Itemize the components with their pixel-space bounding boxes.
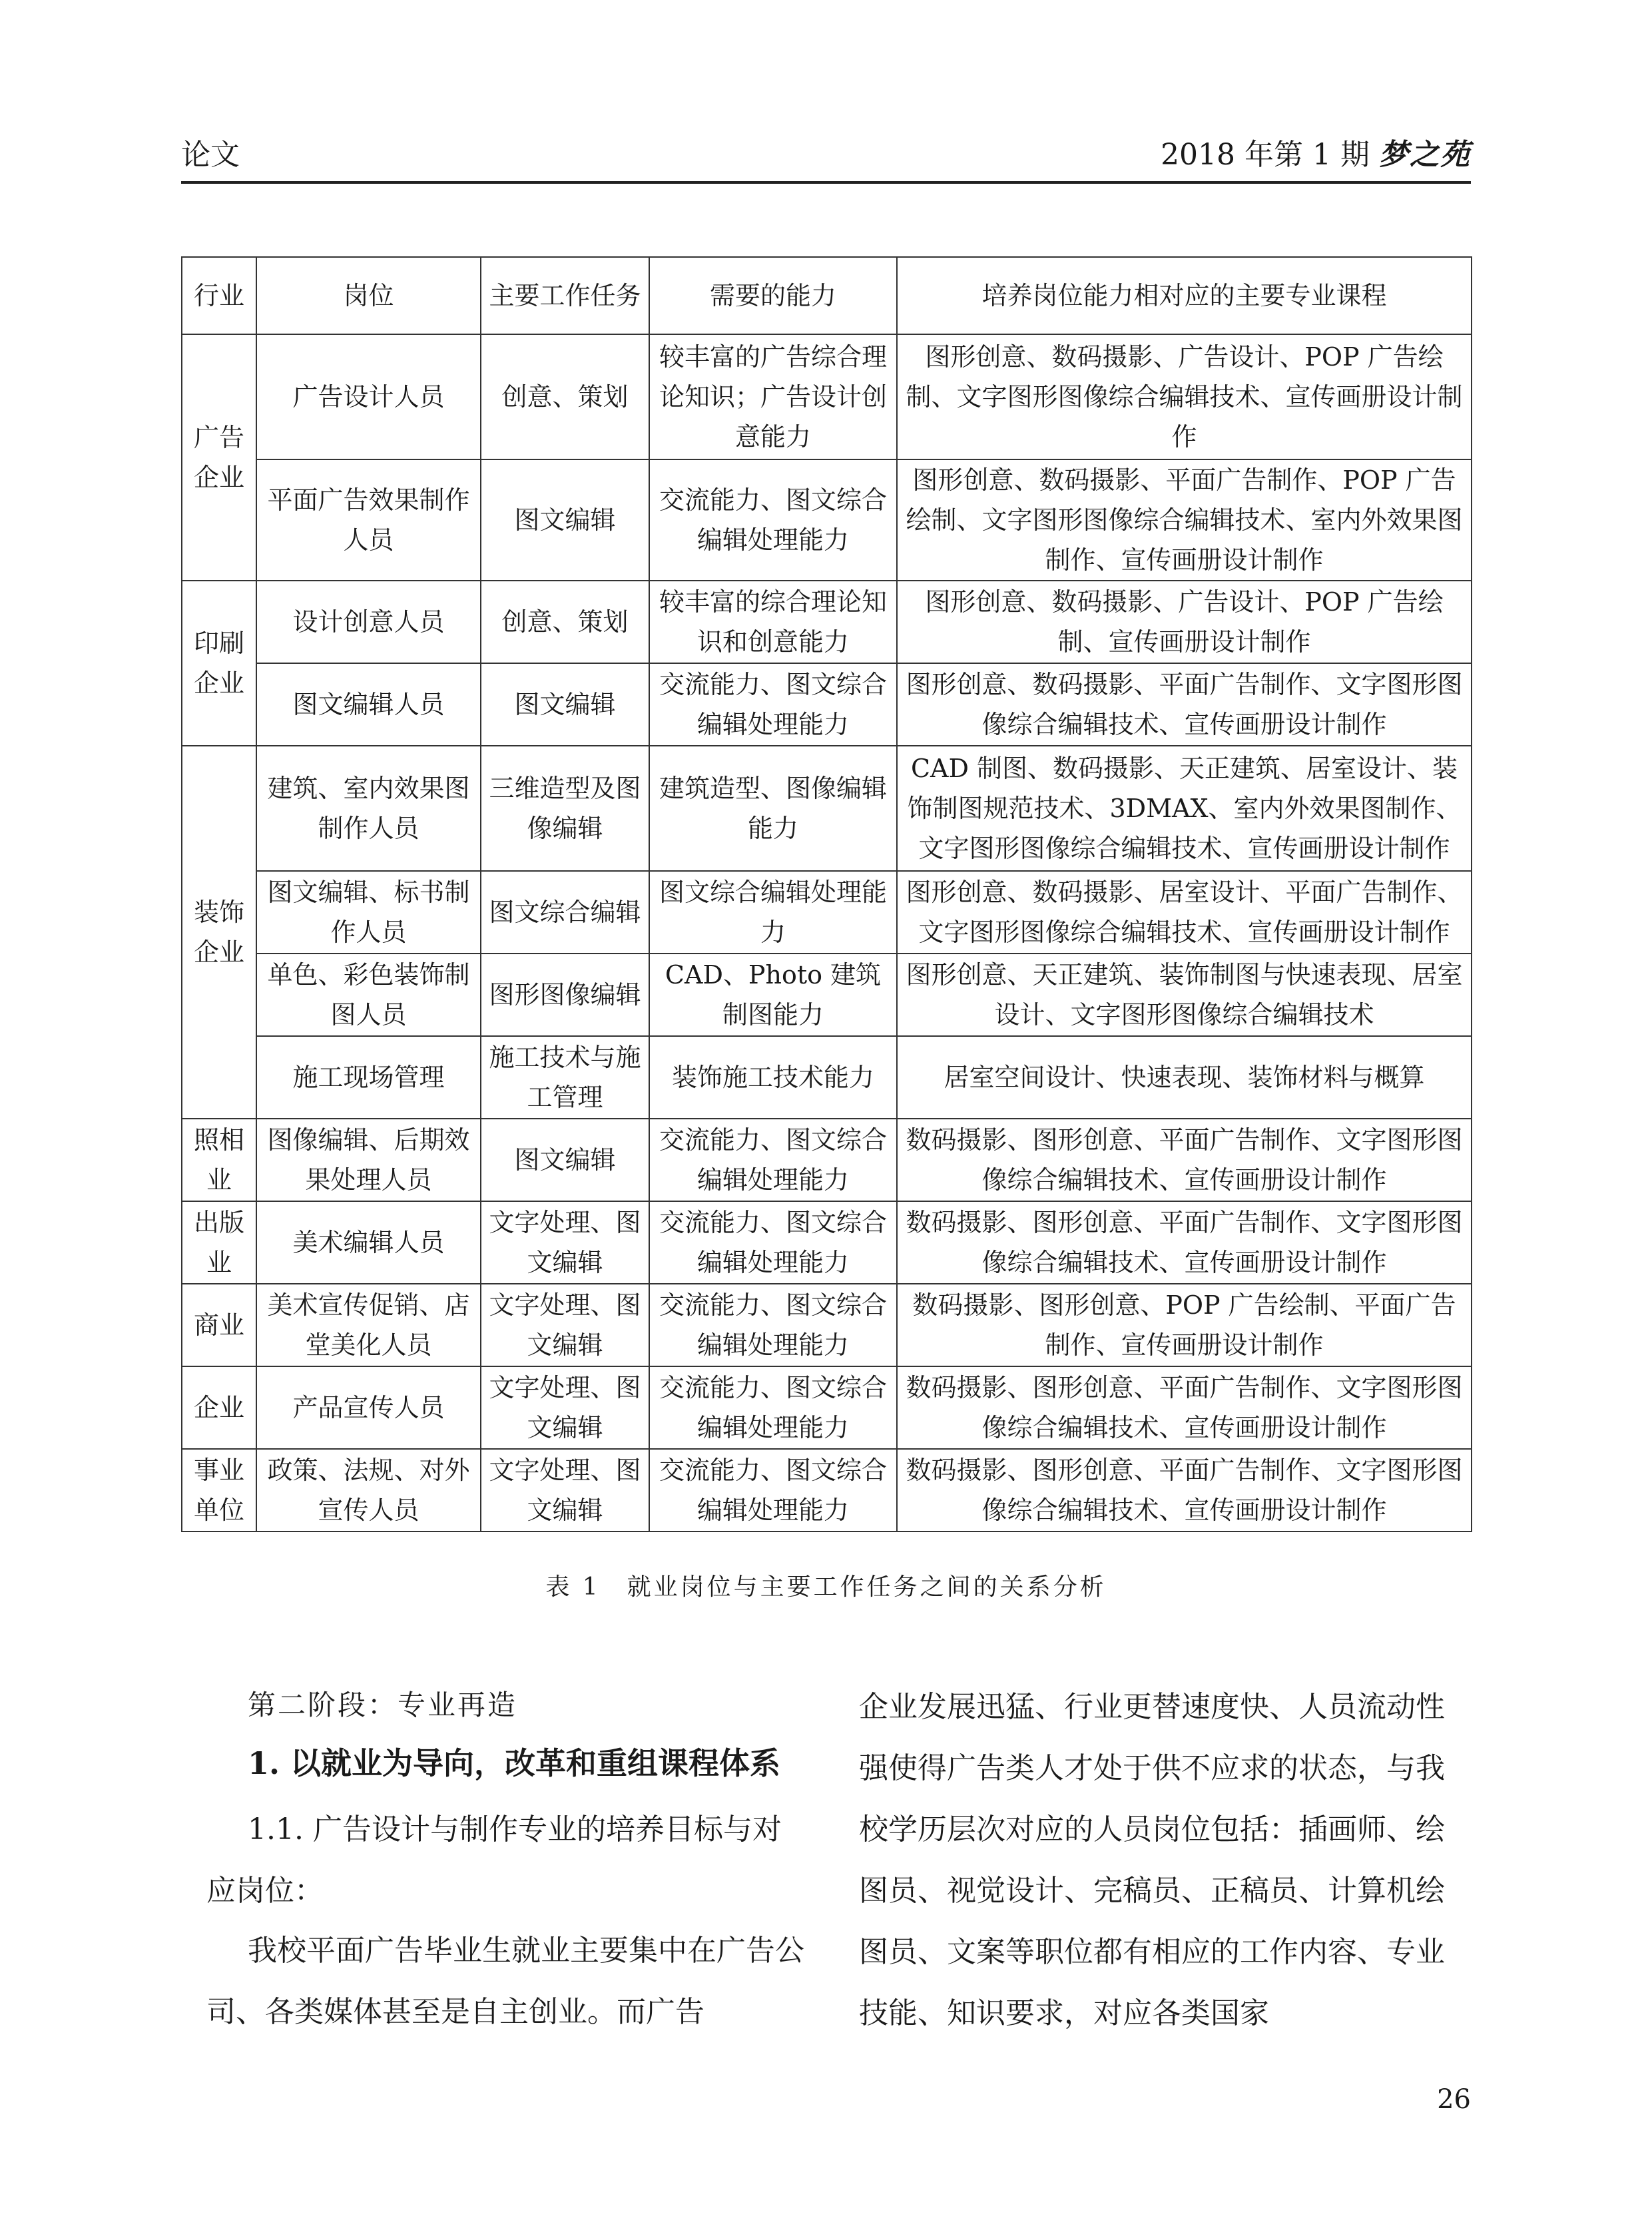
post-cell: 广告设计人员 [256,334,481,459]
post-cell: 单色、彩色装饰制图人员 [256,954,481,1036]
table-header-row [182,257,1472,334]
ability-cell: CAD、Photo 建筑制图能力 [649,954,897,1036]
header-ability: 需要的能力 [649,257,897,334]
post-cell: 图文编辑人员 [256,663,481,746]
ability-cell: 装饰施工技术能力 [649,1036,897,1119]
table-row [182,459,1472,581]
header-section-label: 论文 [181,138,240,172]
stage-title: 第二阶段：专业再造 [248,1689,518,1721]
industry-cell: 照相业 [182,1119,256,1201]
table-caption: 表 1 就业岗位与主要工作任务之间的关系分析 [545,1573,1107,1601]
header-post: 岗位 [256,257,481,334]
industry-cell: 印刷企业 [182,581,256,746]
table-row [182,954,1472,1036]
post-cell: 美术编辑人员 [256,1201,481,1284]
header-courses: 培养岗位能力相对应的主要专业课程 [897,257,1472,334]
post-cell: 建筑、室内效果图制作人员 [256,746,481,871]
header-issue-text: 2018 年第 1 期 [1161,138,1370,172]
ability-cell: 交流能力、图文综合编辑处理能力 [649,459,897,581]
post-cell: 设计创意人员 [256,581,481,663]
journal-logo: 梦之苑 [1379,138,1471,172]
post-cell: 产品宣传人员 [256,1366,481,1449]
table-row [182,871,1472,954]
table-row [182,1201,1472,1284]
paragraph-employment: 我校平面广告毕业生就业主要集中在广告公司、各类媒体甚至是自主创业。而广告 [206,1934,804,2029]
header-task: 主要工作任务 [481,257,649,334]
ability-cell: 交流能力、图文综合编辑处理能力 [649,1449,897,1531]
task-cell: 图文编辑 [481,459,649,581]
courses-cell: 图形创意、数码摄影、平面广告制作、文字图形图像综合编辑技术、宣传画册设计制作 [897,663,1472,746]
task-cell: 文字处理、图文编辑 [481,1366,649,1449]
courses-cell: 图形创意、数码摄影、居室设计、平面广告制作、文字图形图像综合编辑技术、宣传画册设计制作 [897,871,1472,954]
industry-cell: 商业 [182,1284,256,1366]
task-cell: 图形图像编辑 [481,954,649,1036]
industry-cell: 企业 [182,1366,256,1449]
table-row [182,1119,1472,1201]
courses-cell: 图形创意、数码摄影、平面广告制作、POP 广告绘制、文字图形图像综合编辑技术、室内外效果图制作、宣传画册设计制作 [897,459,1472,581]
task-cell: 三维造型及图像编辑 [481,746,649,871]
industry-cell: 出版业 [182,1201,256,1284]
task-cell: 文字处理、图文编辑 [481,1284,649,1366]
post-cell: 政策、法规、对外宣传人员 [256,1449,481,1531]
task-cell: 施工技术与施工管理 [481,1036,649,1119]
task-cell: 文字处理、图文编辑 [481,1449,649,1531]
task-cell: 文字处理、图文编辑 [481,1201,649,1284]
courses-cell: CAD 制图、数码摄影、天正建筑、居室设计、装饰制图规范技术、3DMAX、室内外效果图制作、文字图形图像综合编辑技术、宣传画册设计制作 [897,746,1472,871]
courses-cell: 居室空间设计、快速表现、装饰材料与概算 [897,1036,1472,1119]
table-row [182,581,1472,663]
industry-cell: 事业单位 [182,1449,256,1531]
courses-cell: 数码摄影、图形创意、POP 广告绘制、平面广告制作、宣传画册设计制作 [897,1284,1472,1366]
courses-cell: 数码摄影、图形创意、平面广告制作、文字图形图像综合编辑技术、宣传画册设计制作 [897,1119,1472,1201]
job-analysis-table [181,256,1472,1532]
courses-cell: 数码摄影、图形创意、平面广告制作、文字图形图像综合编辑技术、宣传画册设计制作 [897,1201,1472,1284]
section-title: 1. 以就业为导向，改革和重组课程体系 [248,1745,781,1781]
industry-cell: 广告企业 [182,334,256,581]
courses-cell: 图形创意、数码摄影、广告设计、POP 广告绘制、宣传画册设计制作 [897,581,1472,663]
task-cell: 创意、策划 [481,334,649,459]
page-number: 26 [1437,2084,1471,2115]
ability-cell: 交流能力、图文综合编辑处理能力 [649,1284,897,1366]
ability-cell: 交流能力、图文综合编辑处理能力 [649,1366,897,1449]
table-row [182,1284,1472,1366]
header-issue [1161,131,1471,173]
task-cell: 图文综合编辑 [481,871,649,954]
industry-cell: 装饰企业 [182,746,256,1119]
courses-cell: 图形创意、天正建筑、装饰制图与快速表现、居室设计、文字图形图像综合编辑技术 [897,954,1472,1036]
post-cell: 平面广告效果制作人员 [256,459,481,581]
courses-cell: 数码摄影、图形创意、平面广告制作、文字图形图像综合编辑技术、宣传画册设计制作 [897,1449,1472,1531]
paragraph-right-column: 企业发展迅猛、行业更替速度快、人员流动性强使得广告类人才处于供不应求的状态，与我校学历层次对应的人员岗位包括：插画师、绘图员、视觉设计、完稿员、正稿员、计算机绘图员、文案等职位都有相应的工作内容、专业技能、知识要求，对应各类国家 [859,1690,1445,2030]
courses-cell: 图形创意、数码摄影、广告设计、POP 广告绘制、文字图形图像综合编辑技术、宣传画册设计制作 [897,334,1472,459]
ability-cell: 交流能力、图文综合编辑处理能力 [649,663,897,746]
table-row [182,1366,1472,1449]
paragraph-1-1: 1.1. 广告设计与制作专业的培养目标与对应岗位： [206,1812,782,1908]
table-row [182,334,1472,459]
ability-cell: 建筑造型、图像编辑能力 [649,746,897,871]
ability-cell: 交流能力、图文综合编辑处理能力 [649,1119,897,1201]
task-cell: 图文编辑 [481,1119,649,1201]
table-row [182,1036,1472,1119]
ability-cell: 图文综合编辑处理能力 [649,871,897,954]
post-cell: 美术宣传促销、店堂美化人员 [256,1284,481,1366]
table-row [182,663,1472,746]
post-cell: 施工现场管理 [256,1036,481,1119]
header-industry: 行业 [182,257,256,334]
table-row [182,1449,1472,1531]
ability-cell: 较丰富的广告综合理论知识；广告设计创意能力 [649,334,897,459]
ability-cell: 交流能力、图文综合编辑处理能力 [649,1201,897,1284]
task-cell: 创意、策划 [481,581,649,663]
header-divider [181,181,1471,184]
ability-cell: 较丰富的综合理论知识和创意能力 [649,581,897,663]
task-cell: 图文编辑 [481,663,649,746]
courses-cell: 数码摄影、图形创意、平面广告制作、文字图形图像综合编辑技术、宣传画册设计制作 [897,1366,1472,1449]
post-cell: 图像编辑、后期效果处理人员 [256,1119,481,1201]
post-cell: 图文编辑、标书制作人员 [256,871,481,954]
table-row [182,746,1472,871]
